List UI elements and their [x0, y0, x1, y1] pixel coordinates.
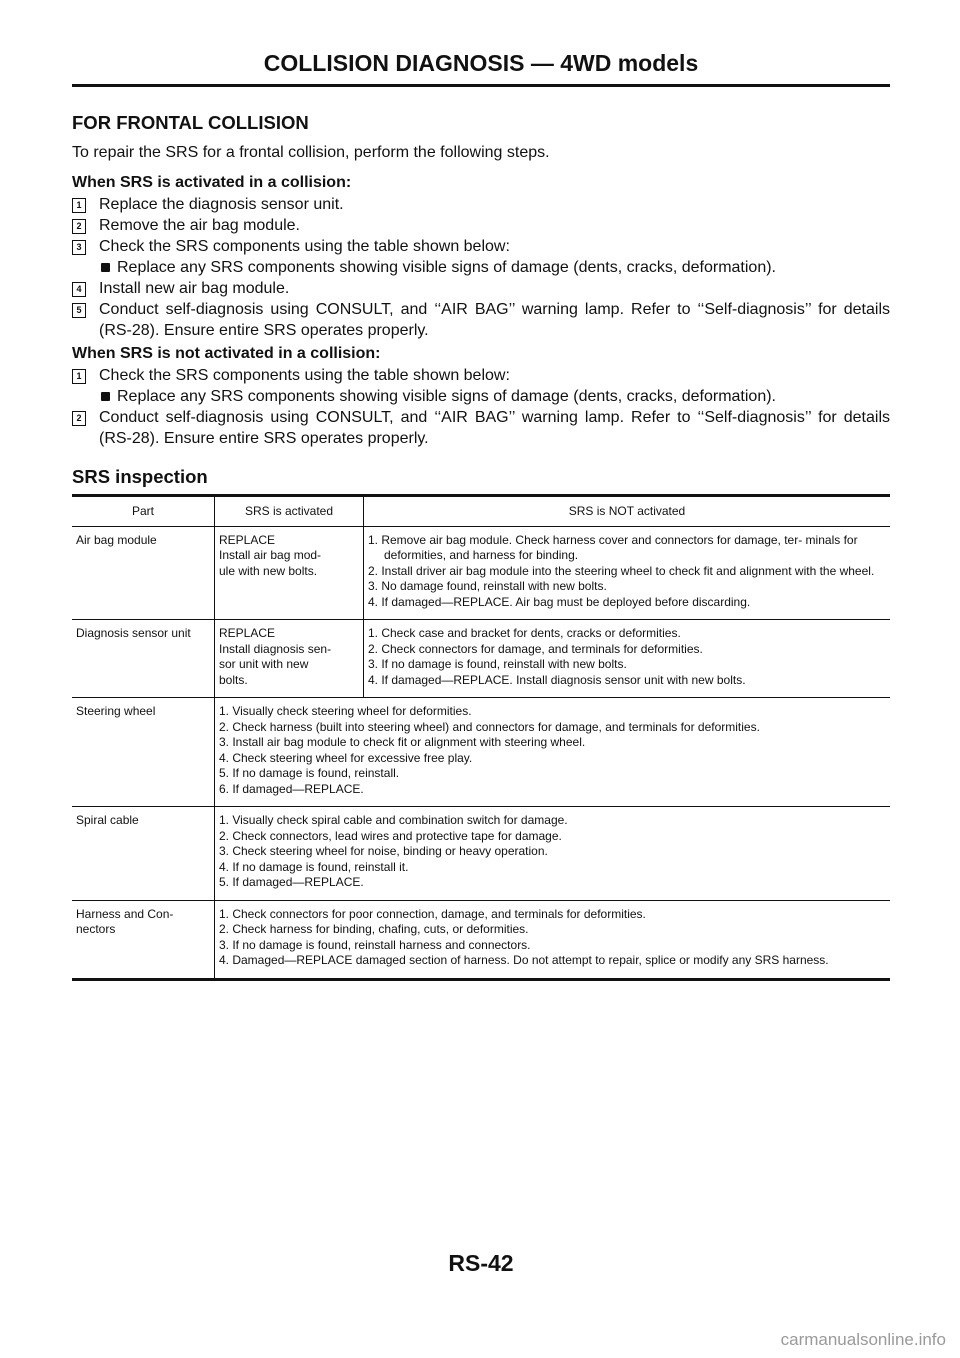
table-row: [72, 900, 890, 979]
table-row: [72, 526, 890, 620]
table-row: [72, 698, 890, 807]
step-number-badge: 2: [72, 219, 86, 234]
activated-step-5: 5 Conduct self-diagnosis using CONSULT, and ‘‘AIR BAG’’ warning lamp. Refer to ‘‘Self-diagnosis’’ for details (RS-28). Ensure entire SRS operates properly.: [72, 299, 890, 341]
activated-step-4: 4 Install new air bag module.: [72, 278, 890, 299]
combined-cell: 1. Visually check steering wheel for deformities. 2. Check harness (built into steering wheel) and connectors for damage, and terminals for deformities. 3. Install air bag module to check fit or alignment with steering wheel. 4. Check steering wheel for excessive free play. 5. If no damage is found, reinstall. 6. If damaged—REPLACE.: [215, 698, 891, 807]
part-cell: Harness and Con- nectors: [76, 906, 174, 936]
step-number-badge: 1: [72, 198, 86, 213]
srs-inspection-table: [72, 494, 890, 981]
header-rule: [72, 84, 890, 87]
step-number-badge: 5: [72, 303, 86, 318]
part-cell: Steering wheel: [72, 698, 215, 807]
activated-step-1: 1 Replace the diagnosis sensor unit.: [72, 194, 890, 215]
combined-cell: 1. Visually check spiral cable and combination switch for damage. 2. Check connectors, lead wires and protective tape for damage. 3. Check steering wheel for noise, binding or heavy operation. 4. If no damage is found, reinstall it. 5. If damaged—REPLACE.: [215, 807, 891, 901]
table-header-row: [72, 496, 890, 527]
inspection-title: SRS inspection: [72, 466, 208, 487]
step-number-badge: 3: [72, 240, 86, 255]
column-header-part: Part: [72, 496, 215, 527]
not-activated-heading: When SRS is not activated in a collision:: [72, 345, 381, 362]
step-number-badge: 1: [72, 369, 86, 384]
not-activated-cell: 1. Check case and bracket for dents, cracks or deformities. 2. Check connectors for damage, and terminals for deformities. 3. If no damage is found, reinstall with new bolts. 4. If damaged—REPLACE. Install diagnosis sensor unit with new bolts.: [364, 620, 891, 698]
activated-cell: REPLACE Install air bag mod- ule with new bolts.: [215, 526, 364, 620]
page-number: RS-42: [448, 1250, 514, 1276]
bullet-square-icon: [101, 263, 110, 272]
activated-cell: REPLACE Install diagnosis sen- sor unit with new bolts.: [215, 620, 364, 698]
part-cell: Spiral cable: [72, 807, 215, 901]
activated-step-3: 3 Check the SRS components using the table shown below:: [72, 236, 890, 257]
combined-cell: 1. Check connectors for poor connection, damage, and terminals for deformities. 2. Check harness for binding, chafing, cuts, or deformities. 3. If no damage is found, reinstall harness and connectors. 4. Damaged—REPLACE damaged section of harness. Do not attempt to repair, splice or modify any SRS harness.: [215, 900, 891, 979]
part-cell: Air bag module: [72, 526, 215, 620]
activated-heading: When SRS is activated in a collision:: [72, 174, 352, 191]
not-activated-cell: 1. Remove air bag module. Check harness cover and connectors for damage, ter- minals for deformities, and harness for binding. 2. Install driver air bag module into the steering wheel to check fit and alignment with the wheel. 3. No damage found, reinstall with new bolts. 4. If damaged—REPLACE. Air bag must be deployed before discarding.: [364, 526, 891, 620]
intro-text: To repair the SRS for a frontal collision, perform the following steps.: [72, 144, 550, 161]
bullet-square-icon: [101, 392, 110, 401]
table-row: [72, 807, 890, 901]
not-activated-step-2: 2 Conduct self-diagnosis using CONSULT, and ‘‘AIR BAG’’ warning lamp. Refer to ‘‘Self-diagnosis’’ for details (RS-28). Ensure entire SRS operates properly.: [72, 407, 890, 449]
step-number-badge: 2: [72, 411, 86, 426]
table-row: [72, 620, 890, 698]
section-title: FOR FRONTAL COLLISION: [72, 112, 309, 133]
not-activated-step-1: 1 Check the SRS components using the table shown below:: [72, 365, 890, 386]
page-header: COLLISION DIAGNOSIS — 4WD models: [263, 50, 699, 76]
step-number-badge: 4: [72, 282, 86, 297]
not-activated-bullet: Replace any SRS components showing visible signs of damage (dents, cracks, deformation).: [72, 386, 890, 407]
watermark: carmanualsonline.info: [780, 1330, 946, 1349]
column-header-activated: SRS is activated: [215, 496, 364, 527]
document-body: [72, 112, 890, 981]
part-cell: Diagnosis sensor unit: [72, 620, 215, 698]
column-header-not-activated: SRS is NOT activated: [364, 496, 891, 527]
activated-step-2: 2 Remove the air bag module.: [72, 215, 890, 236]
activated-bullet: Replace any SRS components showing visible signs of damage (dents, cracks, deformation).: [72, 257, 890, 278]
